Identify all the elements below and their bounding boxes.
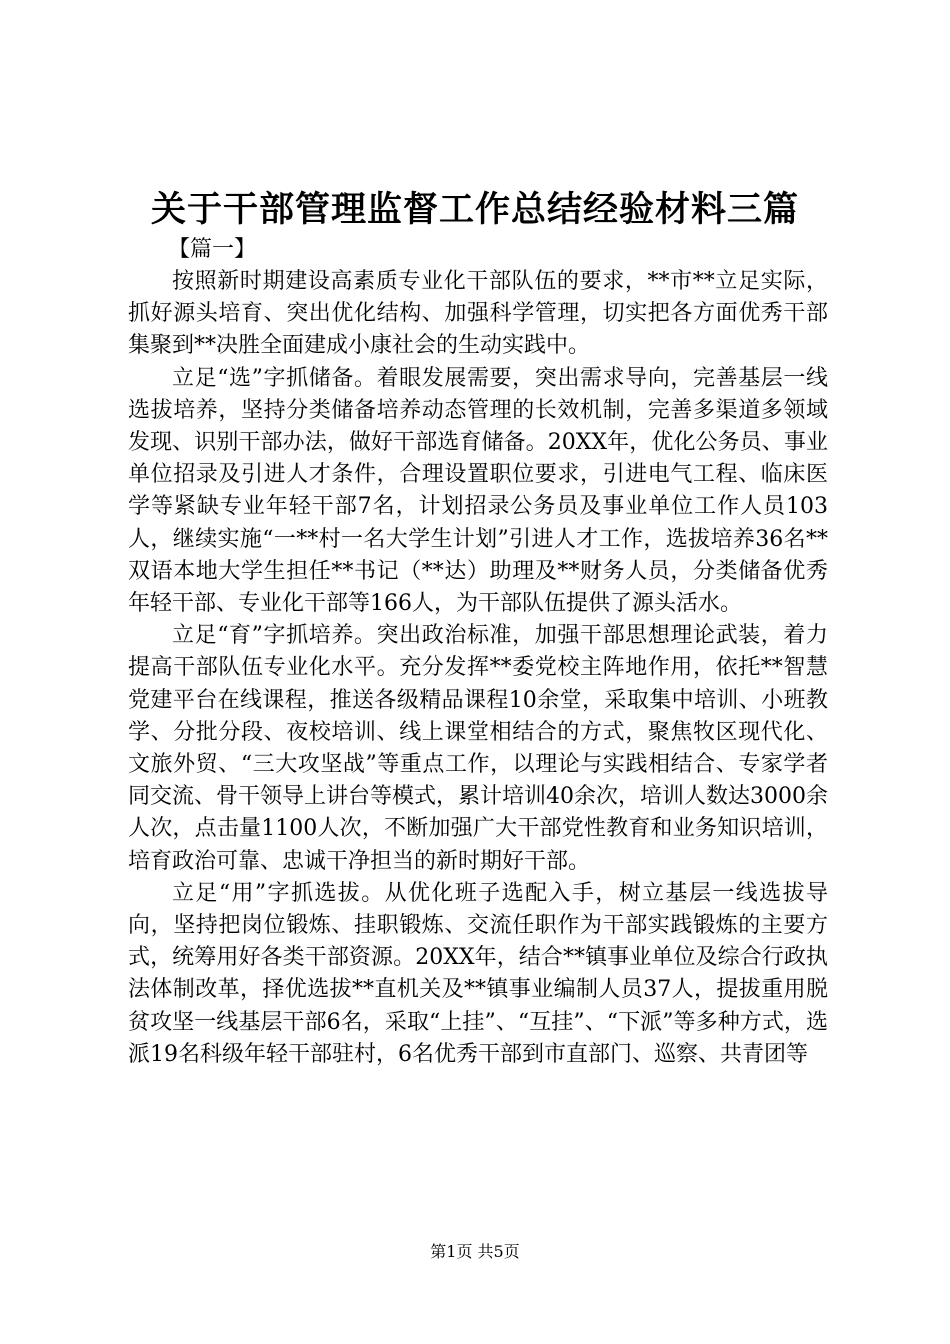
paragraph-selection: 立足“选”字抓储备。着眼发展需要，突出需求导向，完善基层一线选拔培养，坚持分类储备培养动态管理的长效机制，完善多渠道多领域发现、识别干部办法，做好干部选育储备。20XX年，优化公务员、事业单位招录及引进人才条件，合理设置职位要求，引进电气工程、临床医学等紧缺专业年轻干部7名，计划招录公务员及事业单位工作人员103人，继续实施“一**村一名大学生计划”引进人才工作，选拔培养36名**双语本地大学生担任**书记（**达）助理及**财务人员，分类储备优秀年轻干部、专业化干部等166人，为干部队伍提供了源头活水。 xyxy=(128,365,828,617)
document-body xyxy=(128,266,828,1071)
paragraph-appointment: 立足“用”字抓选拔。从优化班子选配入手，树立基层一线选拔导向，坚持把岗位锻炼、挂职锻炼、交流任职作为干部实践锻炼的主要方式，统筹用好各类干部资源。20XX年，结合**镇事业单位及综合行政执法体制改革，择优选拔**直机关及**镇事业编制人员37人，提拔重用脱贫攻坚一线基层干部6名，采取“上挂”、“互挂”、“下派”等多种方式，选派19名科级年轻干部驻村，6名优秀干部到市直部门、巡察、共青团等 xyxy=(128,880,828,1067)
document-title: 关于干部管理监督工作总结经验材料三篇 xyxy=(150,189,799,230)
paragraph-intro: 按照新时期建设高素质专业化干部队伍的要求，**市**立足实际，抓好源头培育、突出优化结构、加强科学管理，切实把各方面优秀干部集聚到**决胜全面建成小康社会的生动实践中。 xyxy=(128,269,828,359)
paragraph-training: 立足“育”字抓培养。突出政治标准，加强干部思想理论武装，着力提高干部队伍专业化水平。充分发挥**委党校主阵地作用，依托**智慧党建平台在线课程，推送各级精品课程10余堂，采取集中培训、小班教学、分批分段、夜校培训、线上课堂相结合的方式，聚焦牧区现代化、文旅外贸、“三大攻坚战”等重点工作，以理论与实践相结合、专家学者同交流、骨干领导上讲台等模式，累计培训40余次，培训人数达3000余人次，点击量1100人次，不断加强广大干部党性教育和业务知识培训，培育政治可靠、忠诚干净担当的新时期好干部。 xyxy=(128,623,828,874)
page-indicator: 第1页 共5页 xyxy=(430,1242,520,1261)
section-label: 【篇一】 xyxy=(168,237,257,262)
